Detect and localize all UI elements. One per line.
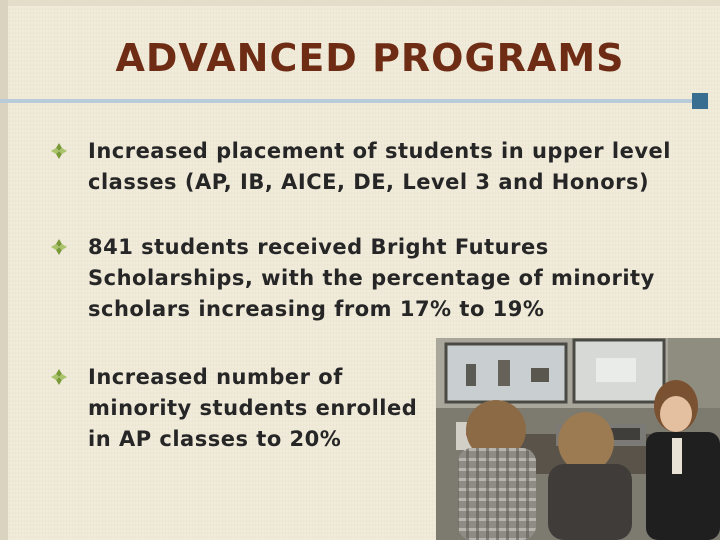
classroom-photo-image — [436, 338, 720, 540]
slide-left-border — [0, 0, 8, 540]
classroom-photo — [436, 338, 720, 540]
slide-top-border — [0, 0, 720, 6]
title-underline-rule — [0, 99, 692, 103]
diamond-bullet-icon — [50, 142, 68, 160]
bullet-text: Increased number of minority students enrolled in AP classes to 20% — [88, 365, 418, 451]
bullet-text: Increased placement of students in upper level classes (AP, IB, AICE, DE, Level 3 and Honors) — [88, 139, 671, 194]
title-accent-square — [692, 93, 708, 109]
diamond-bullet-icon — [50, 368, 68, 386]
slide-title: ADVANCED PROGRAMS — [115, 36, 625, 80]
bullet-text: 841 students received Bright Futures Scholarships, with the percentage of minority scholars increasing from 17% to 19% — [88, 235, 655, 321]
diamond-bullet-icon — [50, 238, 68, 256]
